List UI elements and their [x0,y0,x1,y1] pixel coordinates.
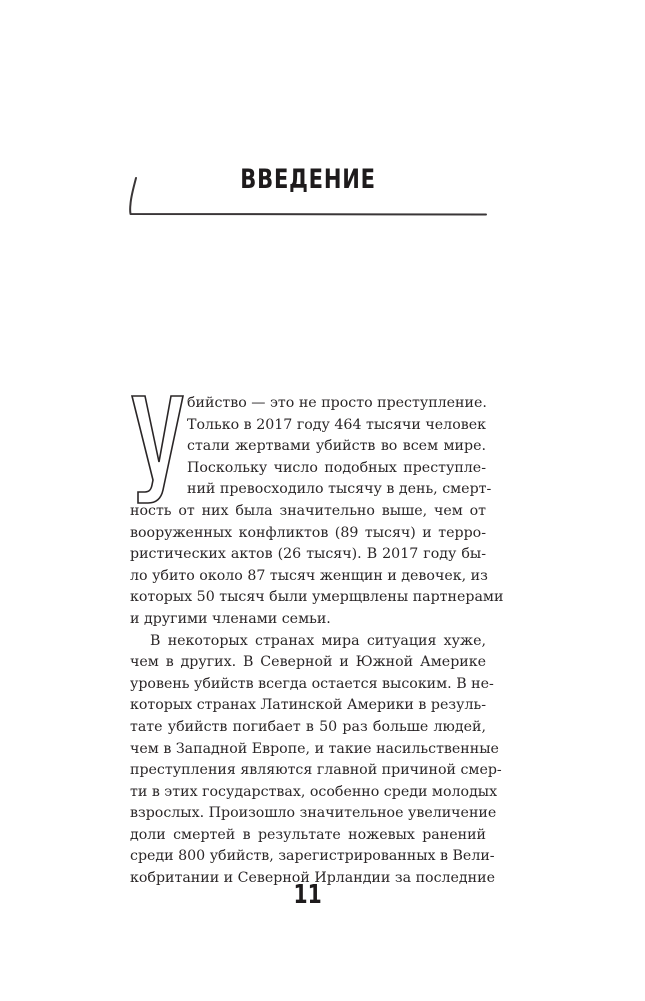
text-line: уровень убийств всегда остается высоким. В не- [130,675,494,692]
text-line: которых 50 тысяч были умерщвлены партнерами [130,589,504,606]
text-line: чем в других. В Северной и Южной Америке [130,654,486,671]
text-line: доли смертей в результате ножевых ранений [130,826,486,843]
text-line: Только в 2017 году 464 тысячи человек [187,416,486,433]
paragraph-2 [130,631,502,890]
text-line: и другими членами семьи. [130,610,331,627]
page-number: 11 [293,880,322,910]
text-line: среди 800 убийств, зарегистрированных в Вели- [130,848,495,865]
chapter-title: ВВЕДЕНИЕ [240,164,376,195]
text-line: ристических актов (26 тысяч). В 2017 году бы- [130,546,486,563]
text-line: преступления являются главной причиной смер- [130,762,502,779]
text-line: ний превосходило тысячу в день, смерт- [187,481,492,498]
title-bracket-rule [126,172,488,218]
text-line: стали жертвами убийств во всем мире. [187,438,486,455]
text-line: бийство — это не просто преступление. [187,395,487,411]
paragraph-1 [130,393,504,631]
text-line: Поскольку число подобных преступле- [187,459,486,476]
text-line: взрослых. Произошло значительное увеличение [130,805,497,822]
text-line: чем в Западной Европе, и такие насильственные [130,740,499,757]
text-line: кобритании и Северной Ирландии за последние [130,870,495,887]
text-line: тате убийств погибает в 50 раз больше людей, [130,718,486,735]
body-text [130,393,504,890]
text-line: которых странах Латинской Америки в резуль- [130,697,486,714]
text-line: ти в этих государствах, особенно среди молодых [130,783,498,800]
svg-text:У: У [130,392,131,393]
text-line: В некоторых странах мира ситуация хуже, [150,632,486,649]
text-line: ность от них была значительно выше, чем от [130,502,486,519]
text-line: вооруженных конфликтов (89 тысяч) и терро- [130,524,486,541]
text-line: ло убито около 87 тысяч женщин и девочек, из [130,567,488,584]
